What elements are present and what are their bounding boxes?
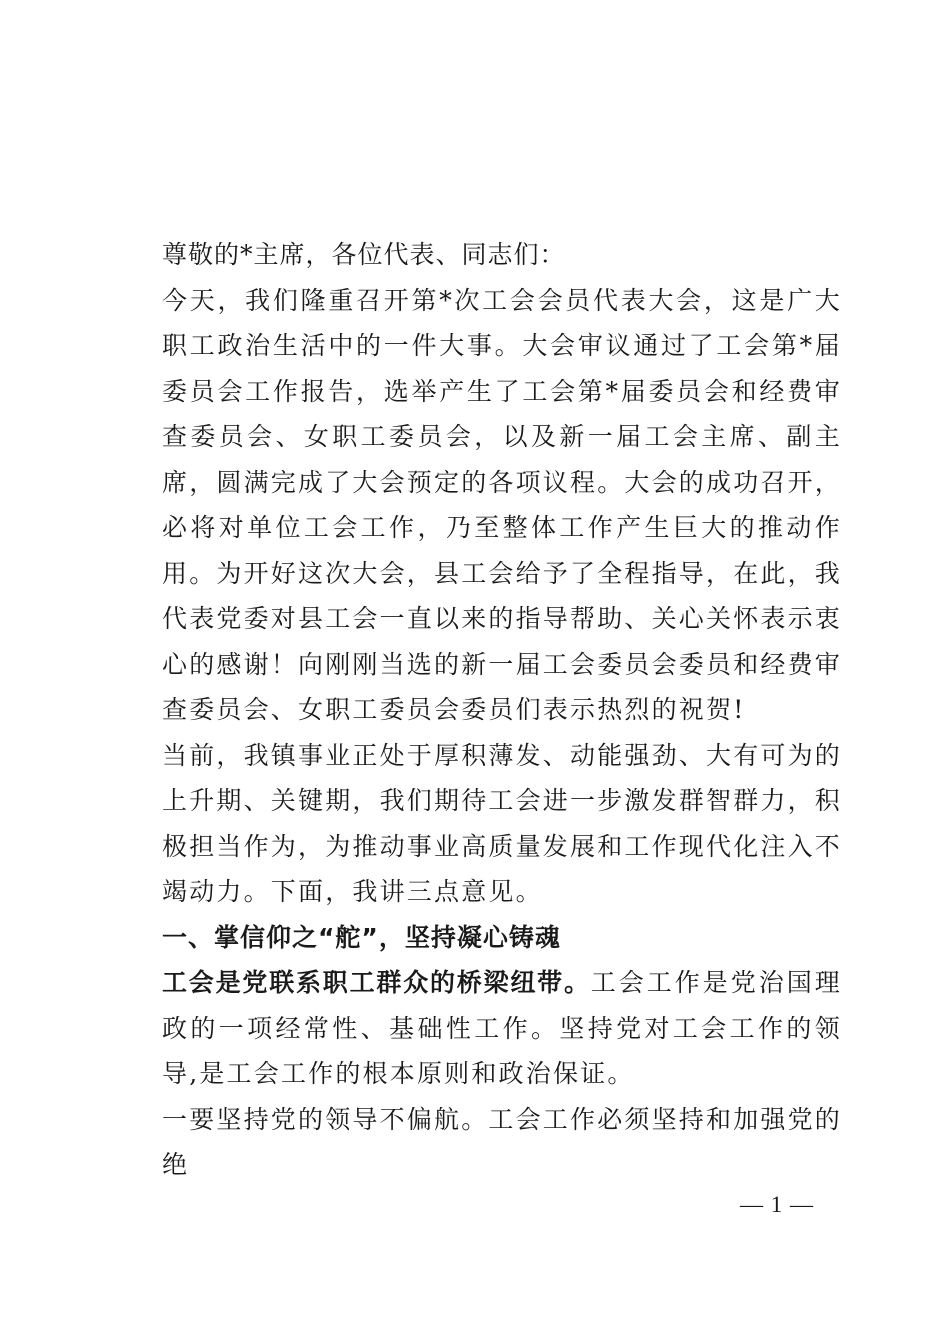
section-lead-sentence: 工会是党联系职工群众的桥梁纽带。 [162, 968, 591, 997]
page-number: — 1 — [740, 1192, 814, 1217]
paragraph-point-one: 一要坚持党的领导不偏航。工会工作必须坚持和加强党的绝 [162, 1104, 843, 1179]
document-body [162, 232, 842, 1188]
section-heading: 一、掌信仰之“舵”，坚持凝心铸魂 [162, 922, 561, 952]
salutation: 尊敬的*主席，各位代表、同志们： [162, 240, 566, 269]
paragraph-current-situation: 当前，我镇事业正处于厚积薄发、动能强劲、大有可为的上升期、关键期，我们期待工会进一步激发群智群力，积极担当作为，为推动事业高质量发展和工作现代化注入不竭动力。下面，我讲三点意见。 [162, 740, 843, 906]
paragraph-section-intro [162, 960, 842, 1097]
section-body-text: 工会工作是党治国理政的一项经常性、基础性工作。坚持党对工会工作的领导,是工会工作的根本原则和政治保证。 [162, 968, 842, 1088]
paragraph-opening: 今天，我们隆重召开第*次工会会员代表大会，这是广大职工政治生活中的一件大事。大会审议通过了工会第*届委员会工作报告，选举产生了工会第*届委员会和经费审查委员会、女职工委员会，以及新一届工会主席、副主席，圆满完成了大会预定的各项议程。大会的成功召开，必将对单位工会工作，乃至整体工作产生巨大的推动作用。为开好这次大会，县工会给予了全程指导，在此，我代表党委对县工会一直以来的指导帮助、关心关怀表示衷心的感谢！向刚刚当选的新一届工会委员会委员和经费审查委员会、女职工委员会委员们表示热烈的祝贺! [162, 285, 843, 724]
